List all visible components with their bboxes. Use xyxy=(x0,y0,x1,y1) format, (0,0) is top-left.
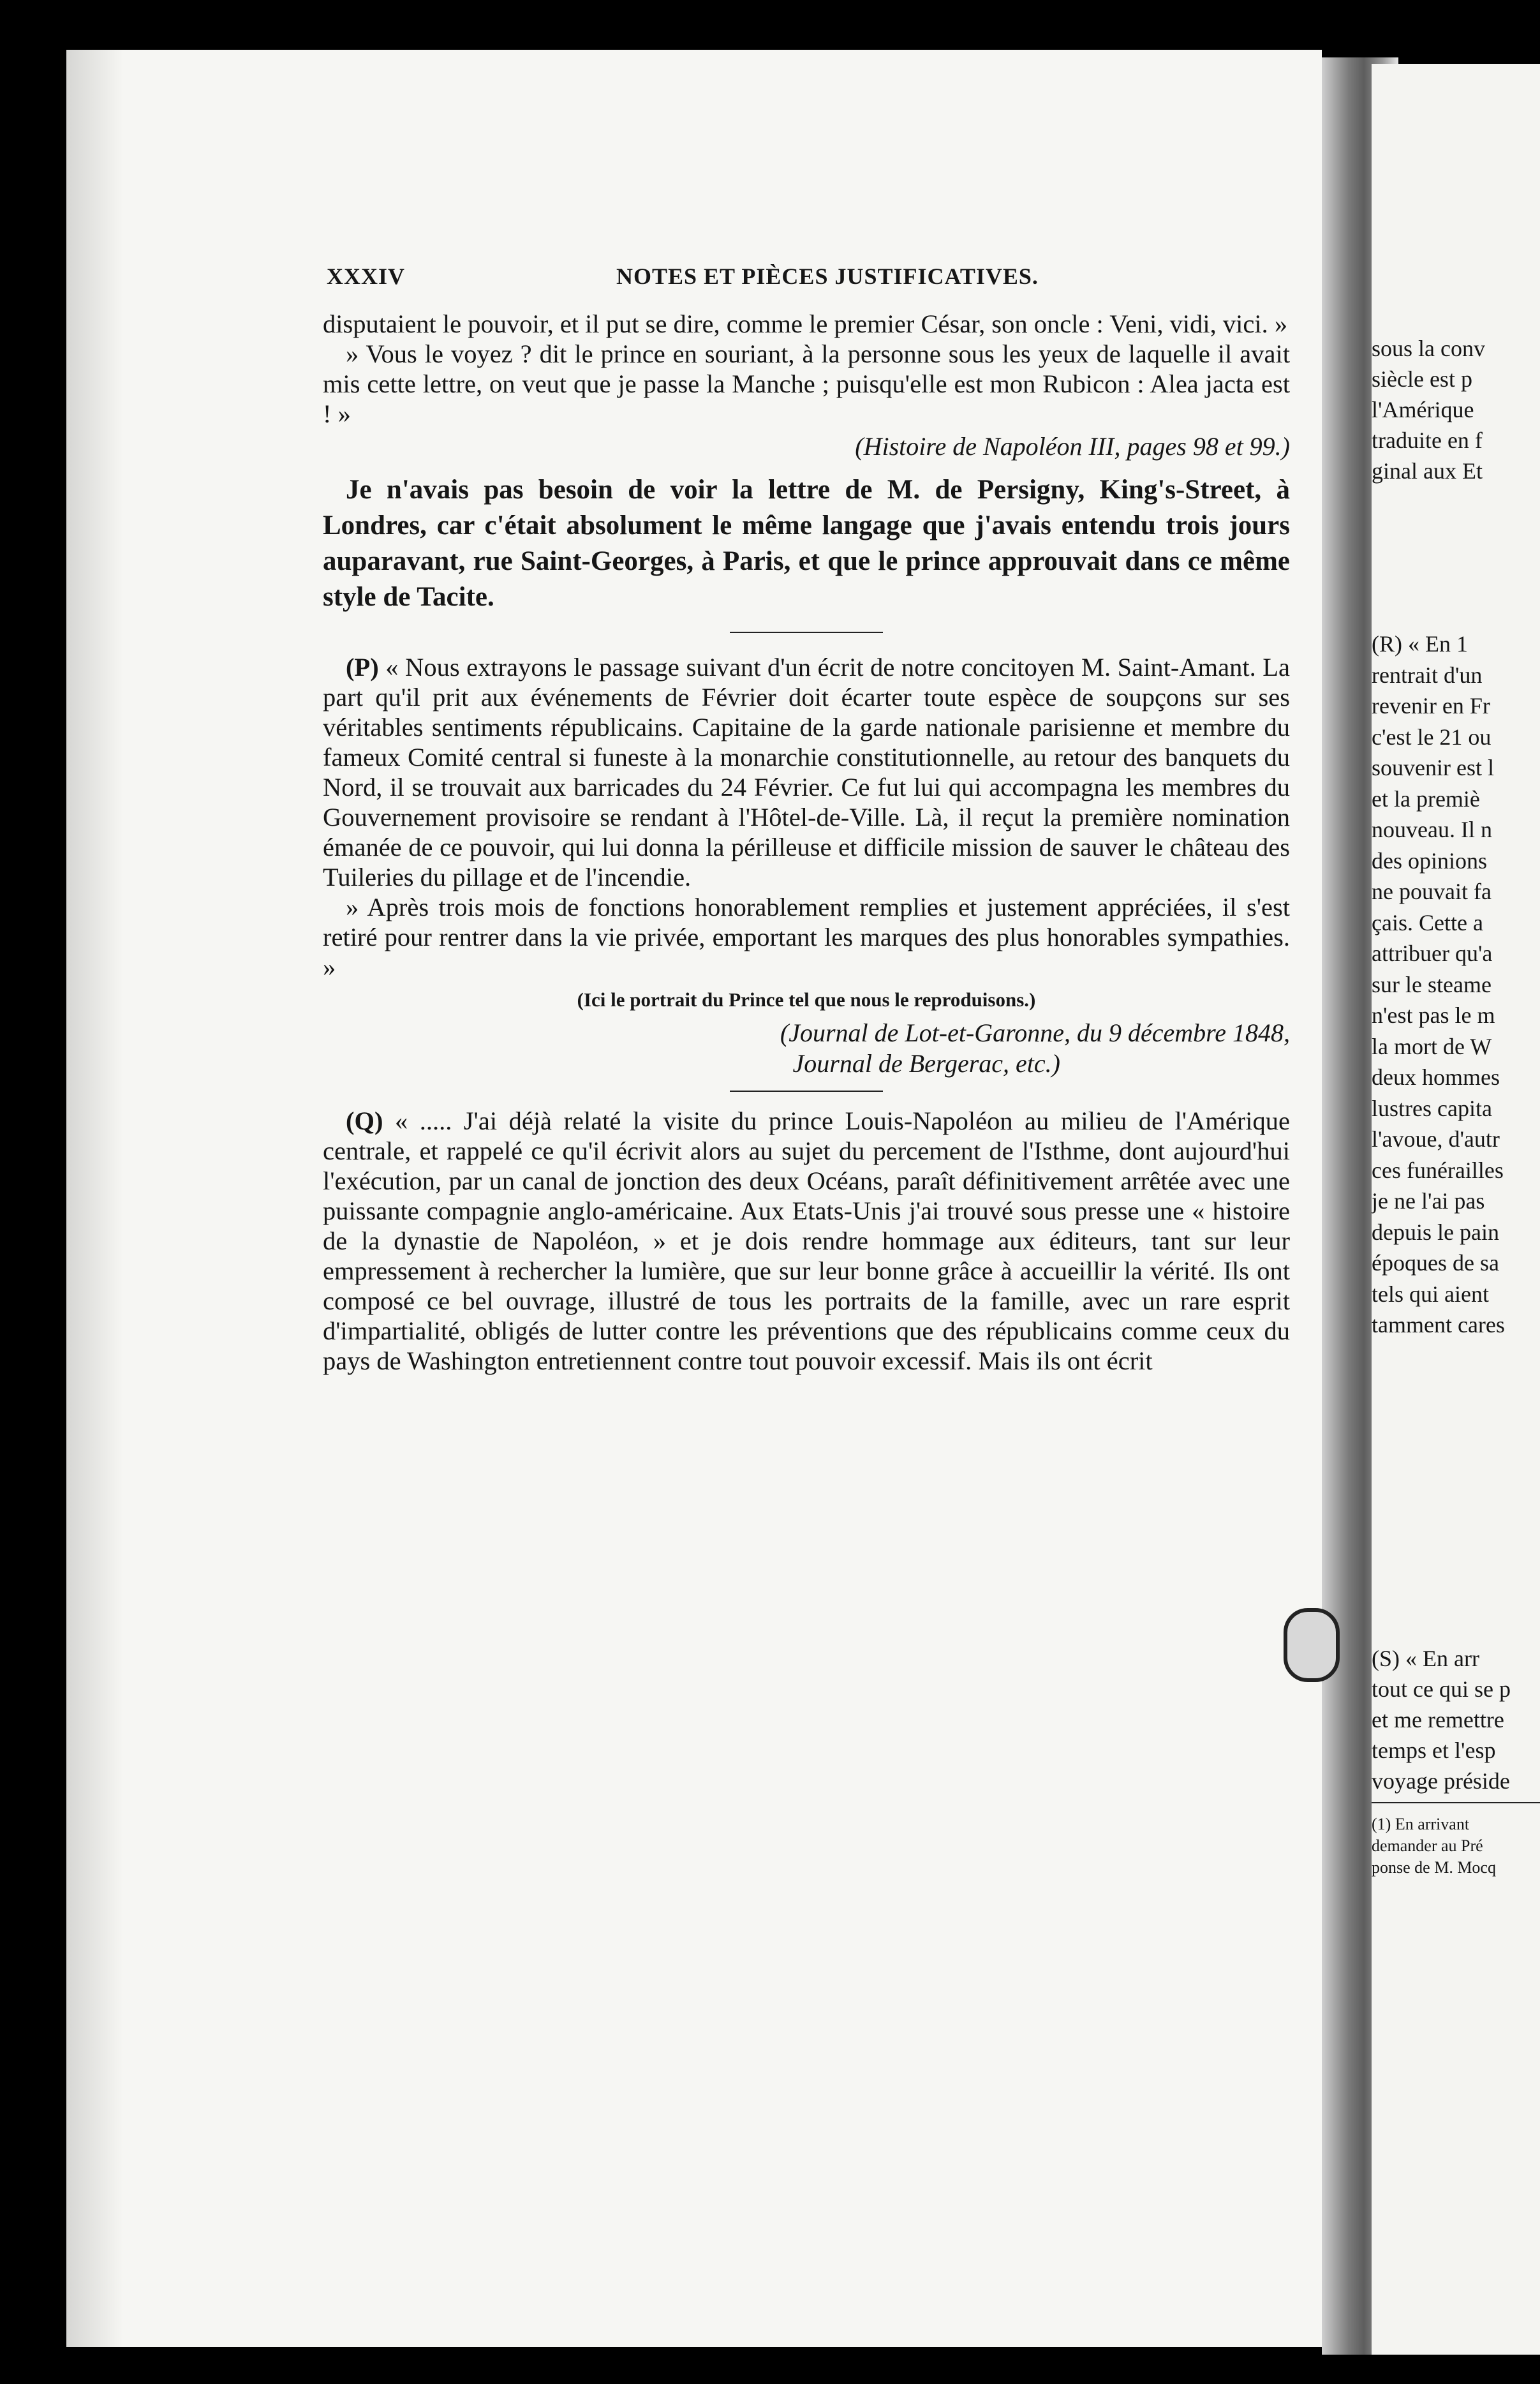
note-p xyxy=(323,652,1290,892)
right-line: des opinions xyxy=(1372,847,1488,874)
right-line: sur le steame xyxy=(1372,971,1492,997)
section-divider-2 xyxy=(730,1091,883,1092)
citation-1: (Histoire de Napoléon III, pages 98 et 99.) xyxy=(855,432,1290,461)
right-line: tout ce qui se p xyxy=(1372,1676,1511,1702)
right-line: rentrait d'un xyxy=(1372,662,1483,688)
footnote-rule xyxy=(1372,1802,1540,1803)
note-q-marker: (Q) xyxy=(346,1106,383,1135)
right-line: ginal aux Et xyxy=(1372,458,1483,484)
portrait-note: (Ici le portrait du Prince tel que nous le reproduisons.) xyxy=(577,988,1036,1011)
paragraph-1: disputaient le pouvoir, et il put se dire, comme le premier César, son oncle : Veni, vidi, vici. » xyxy=(323,309,1288,338)
right-line: tels qui aient xyxy=(1372,1281,1489,1307)
right-line: (S) « En arr xyxy=(1372,1646,1479,1671)
author-paragraph: Je n'avais pas besoin de voir la lettre de M. de Persigny, King's-Street, à Londres, car c'était absolument le même langage que j'avais entendu trois jours auparavant, rue Saint-Georges, à Paris, et que le prince approuvait dans ce même style de Tacite. xyxy=(323,475,1290,612)
right-line: souvenir est l xyxy=(1372,755,1494,780)
note-p-text: « Nous extrayons le passage suivant d'un écrit de notre concitoyen M. Saint-Amant. La part qu'il prit aux événements de Février doit écarter toute espèce de soupçons sur ses véritables sentiments républicains. Capitaine de la garde nationale parisienne et membre du fameux Comité central si funeste à la monarchie constitutionnelle, au retour des banquets du Nord, il se trouvait aux barricades du 24 Février. Ce fut lui qui accompagna les membres du Gouvernement provisoire se rendant à l'Hôtel-de-Ville. Là, il reçut la première nomination émanée de ce pouvoir, qui lui donna la périlleuse et difficile mission de sauver le château des Tuileries du pillage et de l'incendie. xyxy=(323,653,1291,891)
right-line: lustres capita xyxy=(1372,1095,1492,1121)
right-line: temps et l'esp xyxy=(1372,1738,1496,1763)
note-q-text: « ..... J'ai déjà relaté la visite du prince Louis-Napoléon au milieu de l'Amérique centrale, et rappelé ce qu'il écrivit alors au sujet du percement de l'Isthme, dont aujourd'hui l'exécution, par un canal de jonction des deux Océans, paraît définitivement arrêtée avec une puissante compagnie anglo-américaine. Aux Etats-Unis j'ai trouvé sous presse une « histoire de la dynastie de Napoléon, » et je dois rendre hommage aux éditeurs, tant sur leur empressement à rechercher la lumière, que sur leur bonne grâce à accueillir la vérité. Ils ont composé ce bel ouvrage, illustré de tous les portraits de la famille, avec un rare esprit d'impartialité, obligés de lutter contre les préventions que des républicains comme ceux du pays de Washington entretiennent contre tout pouvoir excessif. Mais ils ont écrit xyxy=(323,1106,1290,1375)
right-line: nouveau. Il n xyxy=(1372,817,1492,842)
right-line: depuis le pain xyxy=(1372,1219,1499,1245)
right-line: l'Amérique xyxy=(1372,397,1474,422)
right-line: traduite en f xyxy=(1372,428,1483,453)
right-line: ces funérailles xyxy=(1372,1157,1504,1183)
running-header xyxy=(323,263,1290,295)
right-line: je ne l'ai pas xyxy=(1372,1188,1485,1214)
right-line: (R) « En 1 xyxy=(1372,631,1468,657)
right-line: c'est le 21 ou xyxy=(1372,724,1492,750)
right-line: deux hommes xyxy=(1372,1064,1500,1090)
right-line: la mort de W xyxy=(1372,1033,1492,1059)
citation-2b: Journal de Bergerac, etc.) xyxy=(792,1049,1060,1078)
right-line: revenir en Fr xyxy=(1372,693,1490,719)
right-line: voyage préside xyxy=(1372,1768,1510,1794)
page-number: XXXIV xyxy=(327,264,406,289)
right-line: siècle est p xyxy=(1372,366,1472,392)
footnote-line: ponse de M. Mocq xyxy=(1372,1858,1496,1877)
right-line: et la premiè xyxy=(1372,786,1480,812)
right-line: tamment cares xyxy=(1372,1312,1505,1337)
right-line: et me remettre xyxy=(1372,1707,1504,1732)
main-column xyxy=(323,309,1290,1376)
right-line: l'avoue, d'autr xyxy=(1372,1126,1500,1152)
note-p-continued: » Après trois mois de fonctions honorablement remplies et justement appréciées, il s'est retiré pour rentrer dans la vie privée, emportant les marques des plus honorables sympathies. » xyxy=(323,893,1290,981)
binding-hole xyxy=(1284,1608,1340,1682)
section-divider xyxy=(730,632,883,633)
right-line: ne pouvait fa xyxy=(1372,879,1492,904)
right-line: sous la conv xyxy=(1372,336,1485,361)
right-line: époques de sa xyxy=(1372,1250,1499,1276)
citation-2a: (Journal de Lot-et-Garonne, du 9 décembre 1848, xyxy=(780,1018,1290,1047)
right-line: n'est pas le m xyxy=(1372,1002,1495,1028)
running-title: NOTES ET PIÈCES JUSTIFICATIVES. xyxy=(616,264,1039,289)
note-q xyxy=(323,1106,1290,1376)
right-line: çais. Cette a xyxy=(1372,909,1483,935)
footnote-line: (1) En arrivant xyxy=(1372,1815,1470,1833)
note-p-marker: (P) xyxy=(346,653,379,682)
right-line: attribuer qu'a xyxy=(1372,941,1493,966)
footnote-line: demander au Pré xyxy=(1372,1836,1483,1855)
paragraph-2: » Vous le voyez ? dit le prince en souriant, à la personne sous les yeux de laquelle il avait mis cette lettre, on veut que je passe la Manche ; puisqu'elle est mon Rubicon : Alea jacta est ! » xyxy=(323,339,1290,428)
right-page xyxy=(1372,64,1540,2355)
